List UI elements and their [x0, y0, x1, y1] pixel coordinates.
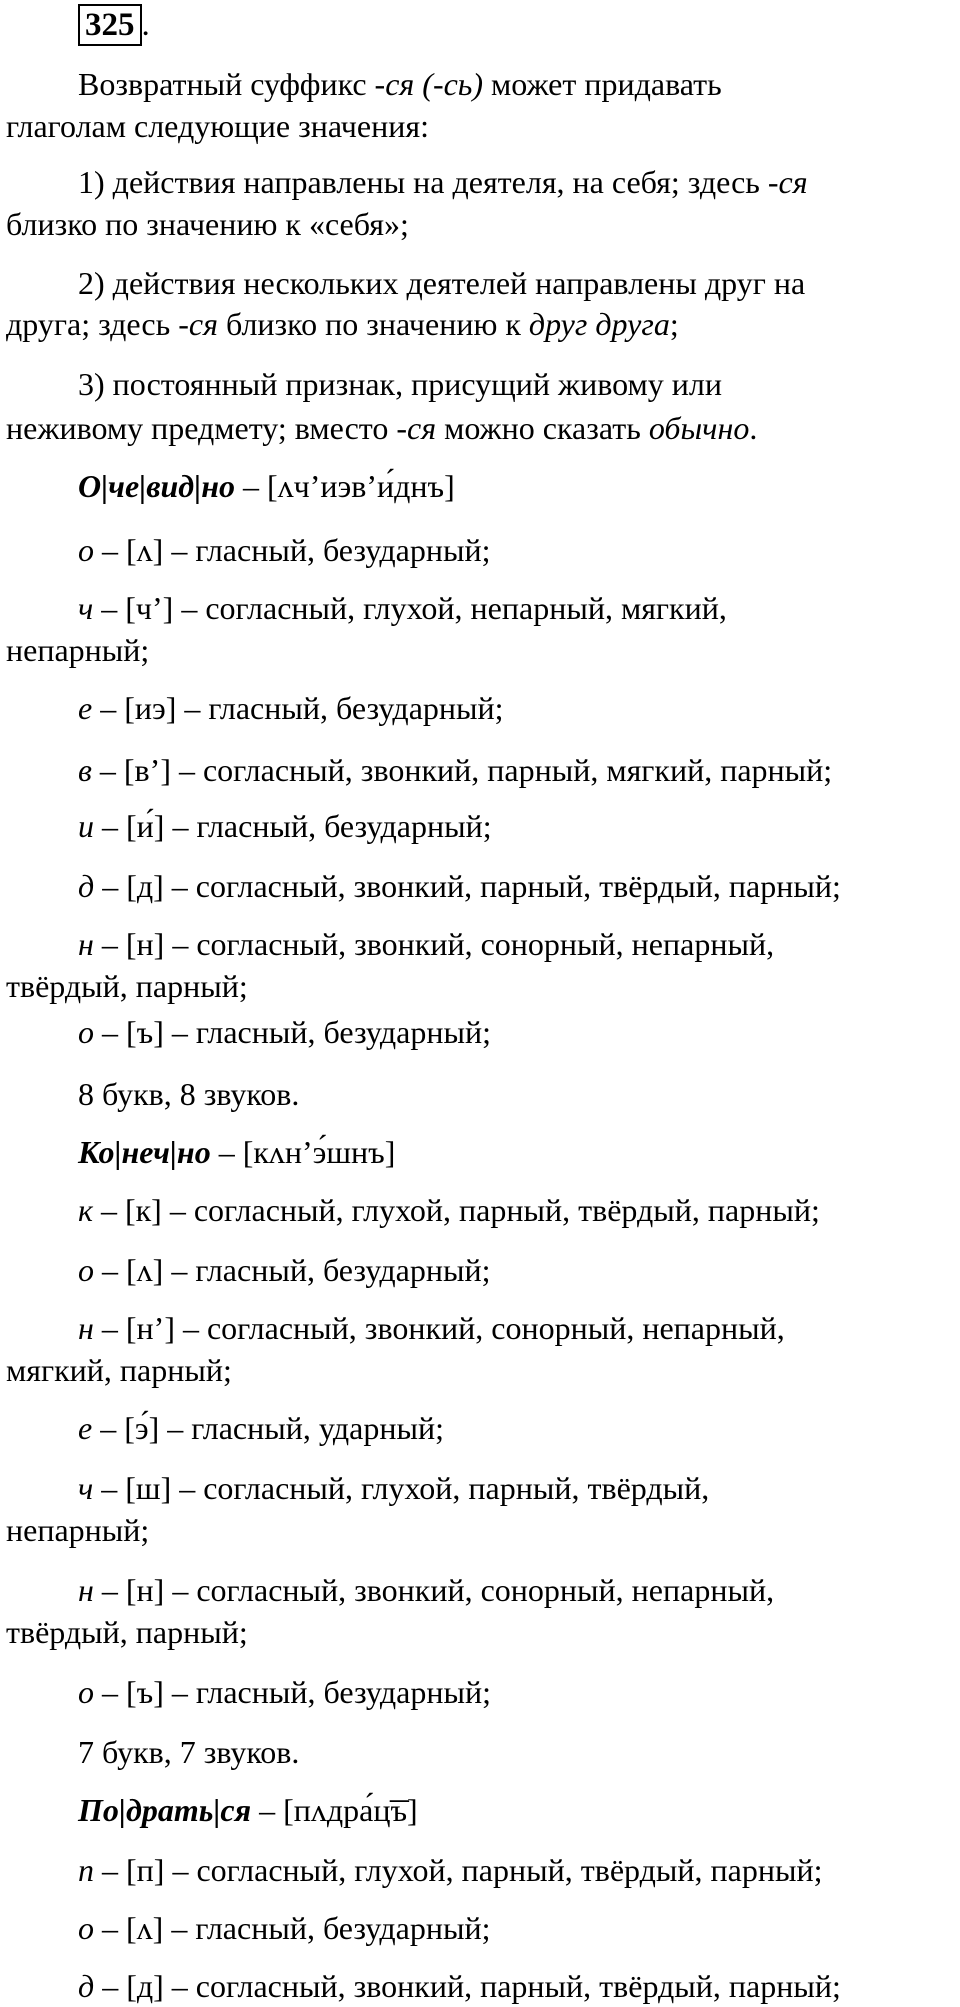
letter: е	[78, 1410, 93, 1446]
word-summary: 7 букв, 7 звуков.	[78, 1734, 300, 1770]
letter-line	[0, 688, 960, 728]
italic-run: обычно	[648, 410, 750, 446]
letter-description: – [н] – согласный, звонкий, сонорный, непарный,	[93, 1572, 775, 1608]
italic-run: -ся	[396, 410, 437, 446]
intro-line	[0, 304, 960, 344]
letter-line	[0, 1908, 960, 1948]
letter-description: – [ʌ] – гласный, безударный;	[94, 532, 491, 568]
letter: о	[78, 1910, 94, 1946]
letter-line-cont: твёрдый, парный;	[6, 968, 248, 1004]
italic-run: -ся	[767, 164, 808, 200]
letter-line	[0, 1966, 960, 2006]
letter-line	[0, 1408, 960, 1448]
text-run: ;	[669, 306, 679, 342]
letter-line	[0, 750, 960, 790]
letter-line	[0, 1850, 960, 1890]
letter-description: – [д] – согласный, звонкий, парный, твёрдый, парный;	[94, 1968, 841, 2004]
word-heading	[0, 1132, 960, 1172]
letter: п	[78, 1852, 94, 1888]
letter-line	[0, 1012, 960, 1052]
letter: н	[78, 1572, 94, 1608]
letter-description: – [ш] – согласный, глухой, парный, твёрдый,	[93, 1470, 710, 1506]
letter-description: – [ъ] – гласный, безударный;	[94, 1674, 492, 1710]
word-syllables: О|че|вид|но	[78, 468, 235, 504]
word-syllables: Ко|неч|но	[78, 1134, 211, 1170]
intro-line: 2) действия нескольких деятелей направлены друг на	[78, 265, 806, 301]
letter-line	[0, 1570, 960, 1610]
letter-line	[0, 806, 960, 846]
letter-description: – [н’] – согласный, звонкий, сонорный, непарный,	[93, 1310, 785, 1346]
letter: и	[78, 808, 94, 844]
word-transcription: – [кʌн’э́шнъ]	[210, 1134, 396, 1170]
letter-line	[0, 530, 960, 570]
task-number-suffix: .	[141, 7, 150, 43]
italic-run: друг друга	[528, 306, 670, 342]
text-run: .	[749, 410, 758, 446]
letter-line-cont: непарный;	[6, 1512, 150, 1548]
letter-description: – [н] – согласный, звонкий, сонорный, непарный,	[93, 926, 775, 962]
task-number: 325	[78, 4, 142, 46]
letter: в	[78, 752, 92, 788]
letter-line-cont: твёрдый, парный;	[6, 1614, 248, 1650]
letter: н	[78, 1310, 94, 1346]
letter: ч	[78, 590, 94, 626]
letter-description: – [к] – согласный, глухой, парный, твёрдый, парный;	[92, 1192, 820, 1228]
letter-line	[0, 866, 960, 906]
intro-line	[0, 64, 960, 104]
letter-line	[0, 1308, 960, 1348]
letter-description: – [э́] – гласный, ударный;	[92, 1410, 444, 1446]
italic-run: -ся	[178, 306, 218, 342]
letter-description: – [д] – согласный, звонкий, парный, твёрдый, парный;	[94, 868, 841, 904]
letter-line	[0, 588, 960, 628]
text-run: друга; здесь	[6, 306, 179, 342]
intro-line	[0, 408, 960, 448]
intro-line: 3) постоянный признак, присущий живому или	[78, 366, 722, 402]
task-number-block	[78, 4, 150, 46]
letter: о	[78, 1674, 94, 1710]
text-run: 1) действия направлены на деятеля, на себя; здесь	[78, 164, 768, 200]
text-run: близко по значению к	[217, 306, 529, 342]
letter-description: – [ч’] – согласный, глухой, непарный, мягкий,	[93, 590, 727, 626]
letter: н	[78, 926, 94, 962]
letter-line	[0, 1468, 960, 1508]
italic-run: -ся (-сь)	[374, 66, 484, 102]
text-run: Возвратный суффикс	[78, 66, 375, 102]
word-transcription: – [пʌдра́ц͞ъ]	[251, 1792, 418, 1828]
letter-description: – [ʌ] – гласный, безударный;	[94, 1910, 491, 1946]
word-summary: 8 букв, 8 звуков.	[78, 1076, 300, 1112]
intro-line: близко по значению к «себя»;	[6, 206, 409, 242]
letter-description: – [иэ] – гласный, безударный;	[92, 690, 504, 726]
letter-line	[0, 1190, 960, 1230]
letter-line	[0, 924, 960, 964]
word-transcription: – [ʌч’иэв’и́днъ]	[234, 468, 455, 504]
letter-description: – [ʌ] – гласный, безударный;	[94, 1252, 491, 1288]
letter-description: – [в’] – согласный, звонкий, парный, мягкий, парный;	[91, 752, 833, 788]
text-run: можно сказать	[436, 410, 649, 446]
letter: о	[78, 532, 94, 568]
letter-description: – [ъ] – гласный, безударный;	[94, 1014, 492, 1050]
letter: е	[78, 690, 93, 726]
letter-line	[0, 1672, 960, 1712]
intro-line: глаголам следующие значения:	[6, 108, 429, 144]
letter: д	[78, 1968, 95, 2004]
text-run: может придавать	[483, 66, 722, 102]
letter: д	[78, 868, 95, 904]
letter: к	[78, 1192, 93, 1228]
word-syllables: По|драть|ся	[78, 1792, 252, 1828]
letter: ч	[78, 1470, 94, 1506]
letter-line	[0, 1250, 960, 1290]
letter-description: – [и́] – гласный, безударный;	[94, 808, 492, 844]
letter-description: – [п] – согласный, глухой, парный, твёрдый, парный;	[94, 1852, 823, 1888]
letter-line-cont: непарный;	[6, 632, 150, 668]
word-heading	[0, 466, 960, 506]
letter-line-cont: мягкий, парный;	[6, 1352, 232, 1388]
letter: о	[78, 1252, 94, 1288]
text-run: неживому предмету; вместо	[6, 410, 397, 446]
intro-line	[0, 162, 960, 202]
word-heading	[0, 1790, 960, 1830]
letter: о	[78, 1014, 94, 1050]
